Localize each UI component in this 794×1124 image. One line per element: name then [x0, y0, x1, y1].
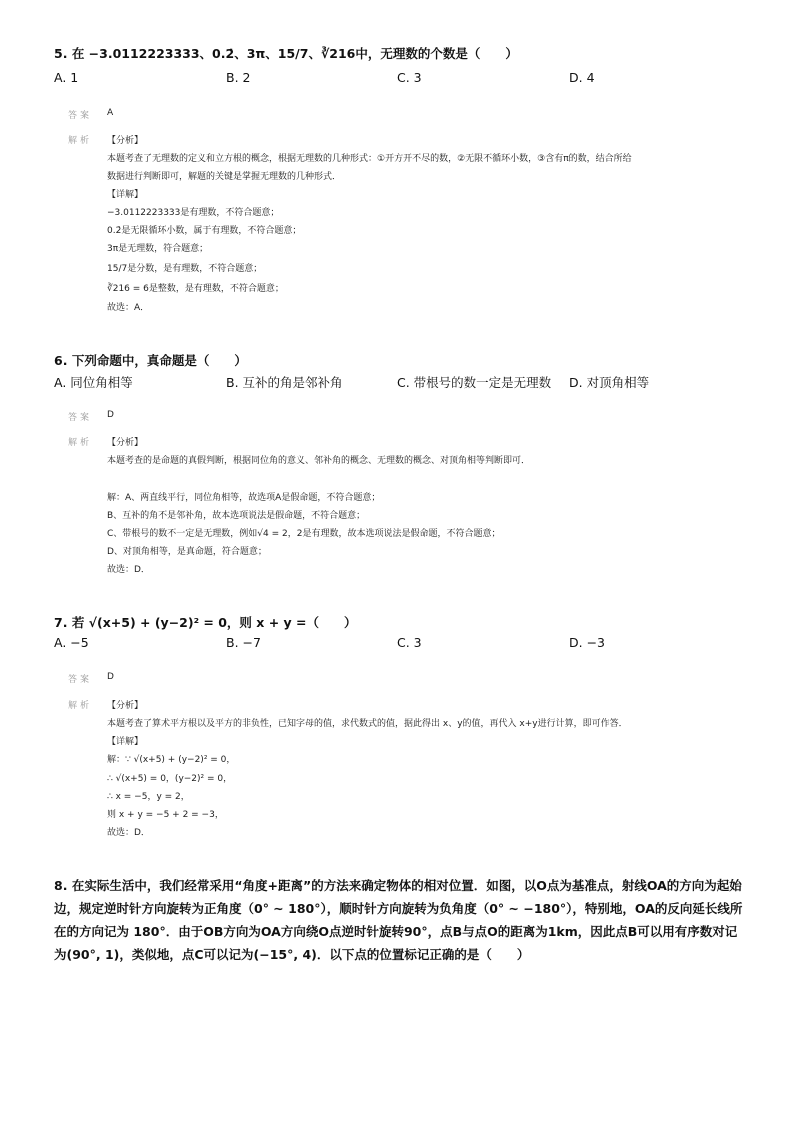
- answer-label: 答案: [68, 413, 93, 423]
- analysis-line: B、互补的角不是邻补角，故本选项说法是假命题，不符合题意；: [107, 511, 366, 521]
- analysis-line: 解：∵ √(x+5) + (y−2)² = 0，: [107, 755, 236, 765]
- analysis-line: D、对顶角相等，是真命题，符合题意；: [107, 547, 267, 557]
- analysis-line: 【分析】: [107, 438, 144, 448]
- option-b: B. −7: [226, 635, 261, 650]
- analysis-line: 故选：D．: [107, 828, 150, 838]
- option-c: C. 3: [397, 70, 422, 85]
- question-number: 7.: [54, 615, 68, 630]
- option-d: D. −3: [569, 635, 605, 650]
- analysis-line: 【详解】: [107, 190, 144, 200]
- analysis-line: 故选：D．: [107, 565, 150, 575]
- analysis-line: 本题考查了无理数的定义和立方根的概念，根据无理数的几种形式：①开方开不尽的数，②无限不循环小数，③含有π的数，结合所给: [107, 154, 632, 164]
- option-b: B. 互补的角是邻补角: [226, 375, 343, 390]
- analysis-line: C、带根号的数不一定是无理数，例如√4 = 2，2是有理数，故本选项说法是假命题，不符合题意；: [107, 529, 501, 539]
- analysis-line: 故选：A．: [107, 303, 150, 313]
- question-5-stem: [54, 44, 518, 62]
- option-a: A. −5: [54, 635, 89, 650]
- option-b: B. 2: [226, 70, 251, 85]
- question-text: 若 √(x+5) + (y−2)² = 0，则 x + y =（ ）: [71, 615, 357, 630]
- answer-label: 答案: [68, 111, 93, 121]
- analysis-label: 解析: [68, 701, 93, 711]
- analysis-line: 本题考查的是命题的真假判断，根据同位角的意义、邻补角的概念、无理数的概念、对顶角相等判断即可．: [107, 456, 531, 466]
- analysis-label: 解析: [68, 438, 93, 448]
- analysis-line: 解：A、两直线平行，同位角相等，故选项A是假命题，不符合题意；: [107, 493, 381, 503]
- question-6-stem: [54, 351, 247, 369]
- question-number: 6.: [54, 353, 68, 368]
- analysis-line: 【详解】: [107, 737, 144, 747]
- analysis-line: ∛216 = 6是整数，是有理数，不符合题意；: [107, 284, 284, 294]
- analysis-line: 15/7是分数，是有理数，不符合题意；: [107, 264, 263, 274]
- analysis-line: 【分析】: [107, 701, 144, 711]
- option-a: A. 同位角相等: [54, 375, 133, 390]
- answer-value: D: [107, 672, 114, 682]
- question-number: 8.: [54, 878, 68, 893]
- analysis-line: ∴ √(x+5) = 0，(y−2)² = 0，: [107, 774, 233, 784]
- analysis-line: 数据进行判断即可，解题的关键是掌握无理数的几种形式．: [107, 172, 342, 182]
- question-8-stem: [54, 874, 744, 966]
- option-c: C. 3: [397, 635, 422, 650]
- analysis-line: 3π是无理数，符合题意；: [107, 244, 209, 254]
- question-text: 在实际生活中，我们经常采用“角度+距离”的方法来确定物体的相对位置．如图，以O点为基准点，射线OA的方向为起始边，规定逆时针方向旋转为正角度（0° ∼ 180°），顺时针方向旋转为负角度（0° ∼ −180°），特别地，OA的反向延长线所在的方向记为 180°．由于OB方向为OA方向绕O点逆时针旋转90°，点B与点O的距离为1km，因此点B可以用有序数对记为(90°, 1)，类似地，点C可以记为(−15°, 4)．以下点的位置标记正确的是（ ）: [54, 878, 743, 962]
- analysis-line: 0.2̇是无限循环小数，属于有理数，不符合题意；: [107, 226, 302, 236]
- question-number: 5.: [54, 46, 68, 61]
- option-c: C. 带根号的数一定是无理数: [397, 375, 552, 390]
- analysis-line: 则 x + y = −5 + 2 = −3，: [107, 810, 224, 820]
- option-a: A. 1: [54, 70, 79, 85]
- option-d: D. 4: [569, 70, 595, 85]
- analysis-line: −3.0112223333是有理数，不符合题意；: [107, 208, 280, 218]
- question-7-stem: [54, 613, 357, 631]
- answer-value: A: [107, 108, 114, 118]
- analysis-line: 【分析】: [107, 136, 144, 146]
- analysis-label: 解析: [68, 136, 93, 146]
- question-text: 在 −3.0112223333、0.2̇、3π、15/7、∛216中，无理数的个数是（ ）: [71, 46, 518, 61]
- question-text: 下列命题中，真命题是（ ）: [71, 353, 247, 368]
- analysis-line: ∴ x = −5，y = 2，: [107, 792, 190, 802]
- option-d: D. 对顶角相等: [569, 375, 650, 390]
- answer-label: 答案: [68, 675, 93, 685]
- answer-value: D: [107, 410, 114, 420]
- analysis-line: 本题考查了算术平方根以及平方的非负性，已知字母的值，求代数式的值，据此得出 x、y的值，再代入 x+y进行计算，即可作答．: [107, 719, 628, 729]
